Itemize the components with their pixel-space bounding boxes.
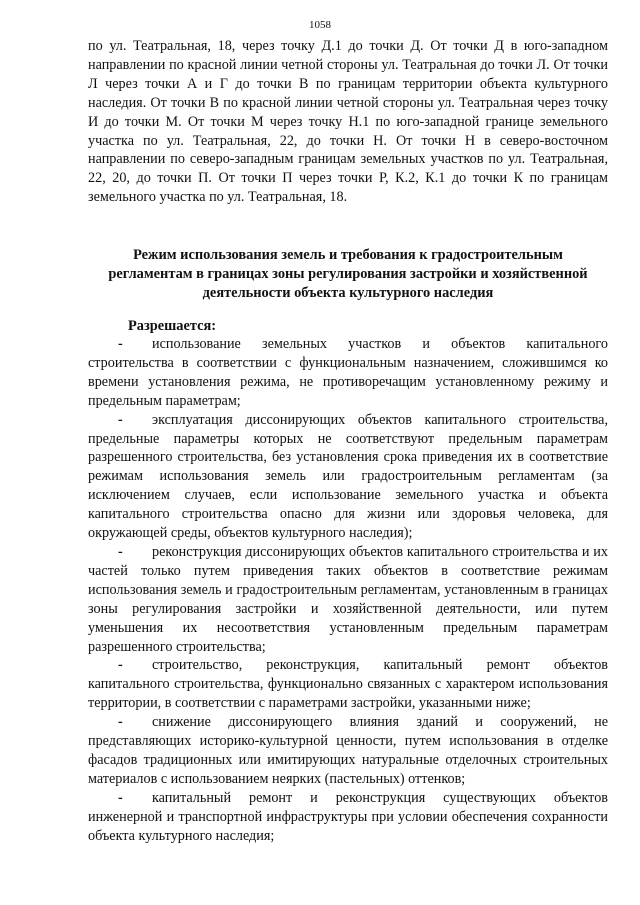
list-item [88,789,608,846]
list-item-text: использование земельных участков и объектов капитального строительства в соответствии с функциональным назначением, сложившимся ко времени установления режима, не противоречащим установленному режиму и предельным параметрам; [88,336,608,409]
intro-text: по ул. Театральная, 18, через точку Д.1 до точки Д. От точки Д в юго-западном направлении по красной линии четной стороны ул. Театральная до точки Л. От точки Л через точки А и Г до точки В по границам территории объекта культурного наследия. От точки В по красной линии четной стороны ул. Театральная через точку И до точки М. От точки М через точку Н.1 по юго-западной границе земельного участка по ул. Театральная, 22, до точки Н. От точки Н в северо-восточном направлении по северо-западным границам земельных участков по ул. Театральная, 22, 20, до точки П. От точки П через точки Р, К.2, К.1 до точки К по границам земельного участка по ул. Театральная, 18. [88,38,608,206]
heading-line-3: деятельности объекта культурного наследия [202,285,494,301]
list-item [88,335,608,411]
list-dash: - [118,543,123,560]
list-item-text: капитальный ремонт и реконструкция существующих объектов инженерной и транспортной инфраструктуры при условии обеспечения сохранности объекта культурного наследия; [88,789,608,844]
list-dash: - [118,714,123,731]
page-number: 1058 [309,19,331,31]
list-item [88,543,608,656]
heading-line-2: регламентам в границах зоны регулирования застройки и хозяйственной [108,266,588,282]
list-dash: - [118,657,123,674]
list-dash: - [118,411,123,428]
list-dash: - [118,789,123,806]
permitted-label: Разрешается: [128,318,217,334]
list-item [88,411,608,543]
list-item-text: реконструкция диссонирующих объектов капитального строительства и их частей только путем приведения таких объектов в соответствие режимам использования земель и градостроительным регламентам, установленным в границах зоны регулирования застройки и хозяйственной деятельности, или путем уменьшения их несоответствия установленным предельным параметрам разрешенного строительства; [88,543,608,655]
list-dash: - [118,336,123,352]
heading-line-1: Режим использования земель и требования к градостроительным [133,247,563,263]
intro-paragraph [88,37,608,207]
section-heading [88,246,608,303]
list-item-text: эксплуатация диссонирующих объектов капитального строительства, предельные параметры которых не соответствуют предельным параметрам разрешенного строительства, без установления срока приведения их в соответствие режимам использования земель или градостроительным регламентам (за исключением случаев, если использование земельного участка и объекта капитального строительства опасно для жизни или здоровья человека, для окружающей среды, объектов культурного наследия); [88,411,608,542]
list-item-text: строительство, реконструкция, капитальный ремонт объектов капитального строительства, функционально связанных с характером использования территории, в соответствии с параметрами застройки, указанными ниже; [88,657,608,712]
permitted-list [88,335,608,845]
list-item [88,713,608,789]
list-item-text: снижение диссонирующего влияния зданий и сооружений, не представляющих историко-культурной ценности, путем использования в отделке фасадов традиционных или имитирующих натуральные отделочных строительных материалов с использованием неярких (пастельных) оттенков; [88,714,608,787]
list-item [88,656,608,713]
